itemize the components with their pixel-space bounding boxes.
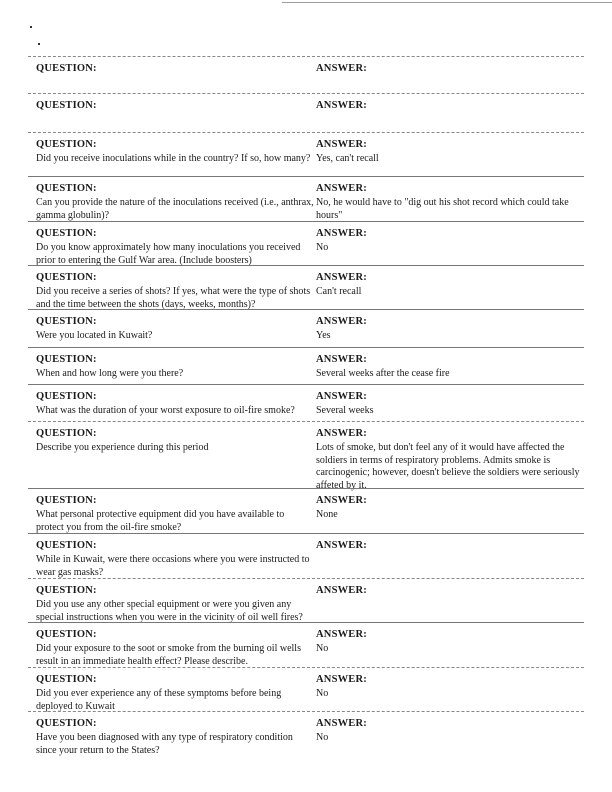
question-text: Did you ever experience any of these symptoms before being deployed to Kuwait bbox=[36, 688, 282, 712]
question-label: QUESTION: bbox=[36, 183, 97, 194]
answer-cell bbox=[316, 584, 584, 599]
question-label: QUESTION: bbox=[36, 354, 97, 365]
question-label: QUESTION: bbox=[36, 585, 97, 596]
question-label: QUESTION: bbox=[36, 139, 97, 150]
question-cell bbox=[36, 62, 314, 77]
divider-line bbox=[28, 93, 584, 94]
top-edge-rule bbox=[282, 2, 612, 3]
answer-cell bbox=[316, 62, 584, 77]
question-cell bbox=[36, 227, 314, 267]
question-text: When and how long were you there? bbox=[36, 368, 184, 379]
question-text: Did your exposure to the soot or smoke from the burning oil wells result in an immediate health effect? Please describe. bbox=[36, 643, 301, 667]
question-label: QUESTION: bbox=[36, 272, 97, 283]
answer-cell bbox=[316, 494, 584, 522]
divider-line bbox=[28, 384, 584, 385]
answer-label: ANSWER: bbox=[316, 540, 367, 551]
question-label: QUESTION: bbox=[36, 540, 97, 551]
divider-line bbox=[28, 533, 584, 534]
answer-label: ANSWER: bbox=[316, 316, 367, 327]
question-cell bbox=[36, 353, 314, 381]
question-cell bbox=[36, 138, 314, 166]
question-cell bbox=[36, 99, 314, 114]
answer-label: ANSWER: bbox=[316, 428, 367, 439]
question-label: QUESTION: bbox=[36, 629, 97, 640]
question-text: Did you use any other special equipment or were you given any special instructions when you were in the vicinity of oil well fires? bbox=[36, 599, 303, 623]
scan-speck bbox=[30, 26, 32, 28]
answer-text: No bbox=[316, 643, 329, 654]
question-cell bbox=[36, 315, 314, 343]
question-cell bbox=[36, 628, 314, 668]
question-label: QUESTION: bbox=[36, 63, 97, 74]
question-cell bbox=[36, 182, 314, 222]
answer-label: ANSWER: bbox=[316, 495, 367, 506]
answer-text: No bbox=[316, 688, 329, 699]
answer-cell bbox=[316, 99, 584, 114]
question-cell bbox=[36, 390, 314, 418]
divider-line bbox=[28, 667, 584, 668]
divider-line bbox=[28, 347, 584, 348]
answer-label: ANSWER: bbox=[316, 718, 367, 729]
answer-label: ANSWER: bbox=[316, 100, 367, 111]
answer-text: No, he would have to "dig out his shot record which could take hours" bbox=[316, 197, 569, 221]
answer-text: Yes, can't recall bbox=[316, 153, 379, 164]
answer-cell bbox=[316, 353, 584, 381]
question-text: Did you receive inoculations while in the country? If so, how many? bbox=[36, 153, 311, 164]
divider-line bbox=[28, 56, 584, 57]
answer-label: ANSWER: bbox=[316, 139, 367, 150]
answer-text: Several weeks bbox=[316, 405, 374, 416]
answer-cell bbox=[316, 227, 584, 255]
answer-cell bbox=[316, 673, 584, 701]
divider-line bbox=[28, 176, 584, 177]
question-text: What was the duration of your worst exposure to oil-fire smoke? bbox=[36, 405, 295, 416]
question-cell bbox=[36, 539, 314, 579]
answer-text: Several weeks after the cease fire bbox=[316, 368, 450, 379]
answer-label: ANSWER: bbox=[316, 63, 367, 74]
answer-text: No bbox=[316, 732, 329, 743]
question-text: While in Kuwait, were there occasions where you were instructed to wear gas masks? bbox=[36, 554, 310, 578]
answer-text: Lots of smoke, but don't feel any of it would have affected the soldiers in terms of respiratory problems. Admits smoke is carcinogenic; however, doesn't believe the soldiers were seriously affeted by it. bbox=[316, 442, 580, 491]
answer-cell bbox=[316, 539, 584, 554]
answer-text: Can't recall bbox=[316, 286, 362, 297]
divider-line bbox=[28, 309, 584, 310]
question-label: QUESTION: bbox=[36, 718, 97, 729]
question-label: QUESTION: bbox=[36, 674, 97, 685]
question-label: QUESTION: bbox=[36, 228, 97, 239]
answer-cell bbox=[316, 271, 584, 299]
question-text: Describe you experience during this period bbox=[36, 442, 209, 453]
answer-label: ANSWER: bbox=[316, 228, 367, 239]
question-text: Can you provide the nature of the inoculations received (i.e., anthrax, gamma globulin)? bbox=[36, 197, 314, 221]
divider-line bbox=[28, 711, 584, 712]
question-cell bbox=[36, 717, 314, 757]
answer-label: ANSWER: bbox=[316, 354, 367, 365]
answer-text: None bbox=[316, 509, 338, 520]
answer-label: ANSWER: bbox=[316, 391, 367, 402]
answer-label: ANSWER: bbox=[316, 674, 367, 685]
divider-line bbox=[28, 421, 584, 422]
divider-line bbox=[28, 622, 584, 623]
divider-line bbox=[28, 221, 584, 222]
question-label: QUESTION: bbox=[36, 495, 97, 506]
question-label: QUESTION: bbox=[36, 316, 97, 327]
question-text: Do you know approximately how many inoculations you received prior to entering the Gulf War area. (Include boosters) bbox=[36, 242, 301, 266]
question-text: Have you been diagnosed with any type of respiratory condition since your return to the States? bbox=[36, 732, 293, 756]
answer-cell bbox=[316, 138, 584, 166]
question-label: QUESTION: bbox=[36, 428, 97, 439]
question-label: QUESTION: bbox=[36, 100, 97, 111]
answer-label: ANSWER: bbox=[316, 272, 367, 283]
answer-label: ANSWER: bbox=[316, 183, 367, 194]
answer-text: No bbox=[316, 242, 329, 253]
question-label: QUESTION: bbox=[36, 391, 97, 402]
question-cell bbox=[36, 584, 314, 624]
divider-line bbox=[28, 132, 584, 133]
answer-label: ANSWER: bbox=[316, 629, 367, 640]
answer-cell bbox=[316, 628, 584, 656]
question-text: Were you located in Kuwait? bbox=[36, 330, 153, 341]
question-cell bbox=[36, 271, 314, 311]
question-cell bbox=[36, 673, 314, 713]
answer-cell bbox=[316, 182, 584, 222]
divider-line bbox=[28, 578, 584, 579]
answer-cell bbox=[316, 315, 584, 343]
question-cell bbox=[36, 494, 314, 534]
scan-speck bbox=[38, 43, 40, 45]
answer-label: ANSWER: bbox=[316, 585, 367, 596]
question-text: Did you receive a series of shots? If yes, what were the type of shots and the time between the shots (days, weeks, months)? bbox=[36, 286, 311, 310]
question-cell bbox=[36, 427, 314, 455]
answer-cell bbox=[316, 427, 584, 492]
answer-text: Yes bbox=[316, 330, 331, 341]
question-text: What personal protective equipment did you have available to protect you from the oil-fire smoke? bbox=[36, 509, 285, 533]
divider-line bbox=[28, 265, 584, 266]
divider-line bbox=[28, 488, 584, 489]
answer-cell bbox=[316, 390, 584, 418]
answer-cell bbox=[316, 717, 584, 745]
